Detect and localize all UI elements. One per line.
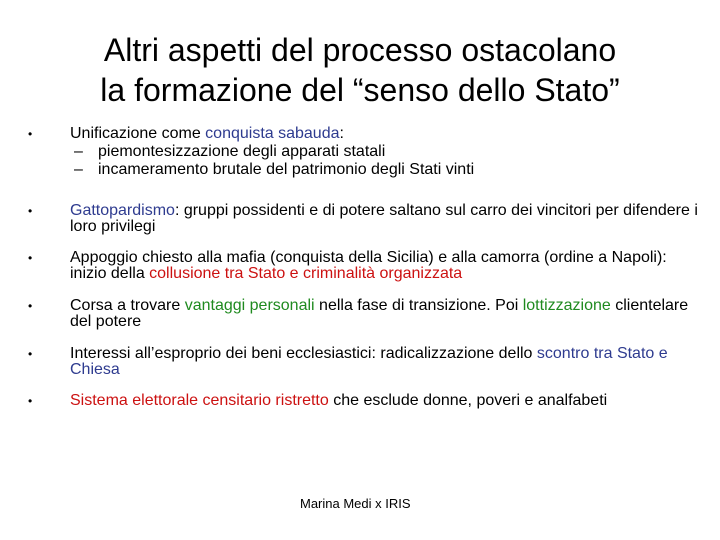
bullet-item-mafia	[28, 249, 700, 282]
bullet-text: clientelare del potere	[70, 297, 689, 330]
bullet-text: Corsa a trovare	[70, 297, 185, 314]
bullet-item-gattopardismo	[28, 202, 700, 235]
bullet-text: che esclude donne, poveri e analfabeti	[328, 392, 608, 409]
bullet-item-unificazione	[28, 125, 700, 178]
bullet-item-vantaggi	[28, 297, 700, 330]
bullet-text: Appoggio chiesto alla mafia (conquista della Sicilia) e alla camorra (ordine a Napoli): inizio della	[70, 249, 667, 282]
highlight-blue: Gattopardismo	[70, 202, 175, 219]
highlight-green: vantaggi personali	[184, 297, 315, 314]
bullet-icon: •	[28, 347, 33, 361]
title-line-2: la formazione del “senso dello Stato”	[100, 72, 620, 108]
dash-icon: –	[74, 143, 83, 160]
bullet-text: Interessi all’esproprio dei beni ecclesiastici: radicalizzazione dello	[70, 345, 537, 362]
bullet-text: : gruppi possidenti e di potere saltano sul carro dei vincitori per difendere i loro privilegi	[70, 202, 698, 235]
footer-credit: Marina Medi x IRIS	[300, 496, 411, 511]
sub-item	[70, 144, 700, 160]
bullet-icon: •	[28, 204, 33, 218]
highlight-blue: conquista sabauda	[205, 125, 340, 142]
slide-title	[20, 30, 700, 110]
bullet-icon: •	[28, 394, 33, 408]
dash-icon: –	[74, 161, 83, 178]
sub-item	[70, 162, 700, 178]
highlight-blue: scontro tra Stato e Chiesa	[70, 345, 668, 378]
bullet-item-sistema-elettorale	[28, 392, 700, 409]
bullet-icon: •	[28, 127, 33, 141]
highlight-green: lottizzazione	[522, 297, 611, 314]
bullet-text: nella fase di transizione. Poi	[314, 297, 523, 314]
bullet-item-chiesa	[28, 345, 700, 378]
bullet-icon: •	[28, 299, 33, 313]
title-line-1: Altri aspetti del processo ostacolano	[103, 32, 617, 68]
highlight-red: Sistema elettorale censitario ristretto	[70, 392, 329, 409]
highlight-red: collusione tra Stato e criminalità organizzata	[149, 265, 463, 282]
bullet-icon: •	[28, 251, 33, 265]
sub-item-text: incameramento brutale del patrimonio degli Stati vinti	[98, 161, 475, 178]
sub-item-text: piemontesizzazione degli apparati statali	[98, 143, 386, 160]
bullet-text: :	[339, 125, 344, 142]
bullet-text: Unificazione come	[70, 125, 206, 142]
